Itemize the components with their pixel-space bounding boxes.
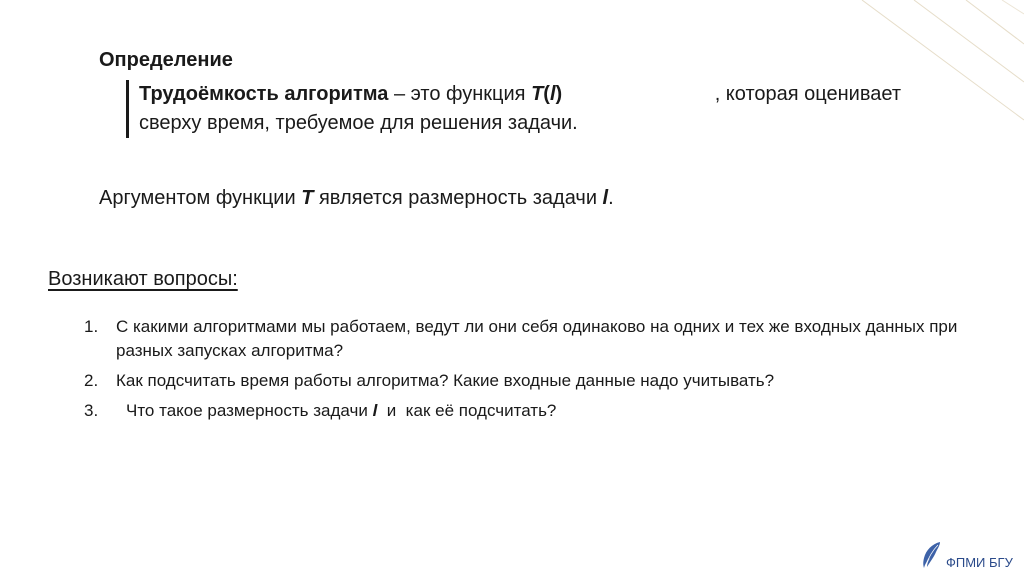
question-item-3 — [84, 399, 994, 423]
definition-line-2: сверху время, требуемое для решения задачи. — [139, 112, 578, 134]
question-text-before: Что такое размерность задачи — [126, 401, 373, 420]
definition-func-arg: l — [549, 83, 556, 105]
argument-sentence — [99, 184, 614, 212]
question-number: 2. — [84, 371, 99, 390]
argument-suffix: . — [608, 187, 614, 209]
question-text: Как подсчитать время работы алгоритма? Какие входные данные надо учитывать? — [116, 371, 775, 390]
definition-block — [126, 80, 901, 138]
argument-func-name: T — [301, 187, 314, 209]
question-text-after: и как её подсчитать? — [377, 401, 557, 420]
definition-func-open: ( — [543, 83, 550, 105]
argument-prefix: Аргументом функции — [99, 187, 302, 209]
quill-feather-icon — [918, 540, 944, 570]
definition-line-1-start — [139, 80, 562, 109]
definition-dash: – это функция — [388, 83, 532, 105]
question-var: l — [372, 401, 378, 420]
definition-func-name: T — [531, 83, 544, 105]
argument-middle: является размерность задачи — [313, 187, 603, 209]
definition-line-1 — [139, 80, 901, 109]
questions-list — [84, 315, 994, 429]
question-item-2 — [84, 369, 994, 393]
definition-term: Трудоёмкость алгоритма — [139, 83, 389, 105]
definition-heading: Определение — [99, 49, 233, 71]
questions-heading: Возникают вопросы: — [48, 268, 238, 290]
argument-var: l — [602, 187, 609, 209]
question-item-1 — [84, 315, 994, 363]
definition-line-1-rest: , которая оценивает — [714, 83, 901, 105]
footer-label: ФПМИ БГУ — [946, 555, 1013, 570]
question-number: 3. — [84, 401, 99, 420]
question-text: С какими алгоритмами мы работаем, ведут ли они себя одинаково на одних и тех же входных данных при разных запусках алгоритма? — [116, 317, 958, 360]
definition-func-close: ) — [555, 83, 563, 105]
question-number: 1. — [84, 317, 99, 336]
